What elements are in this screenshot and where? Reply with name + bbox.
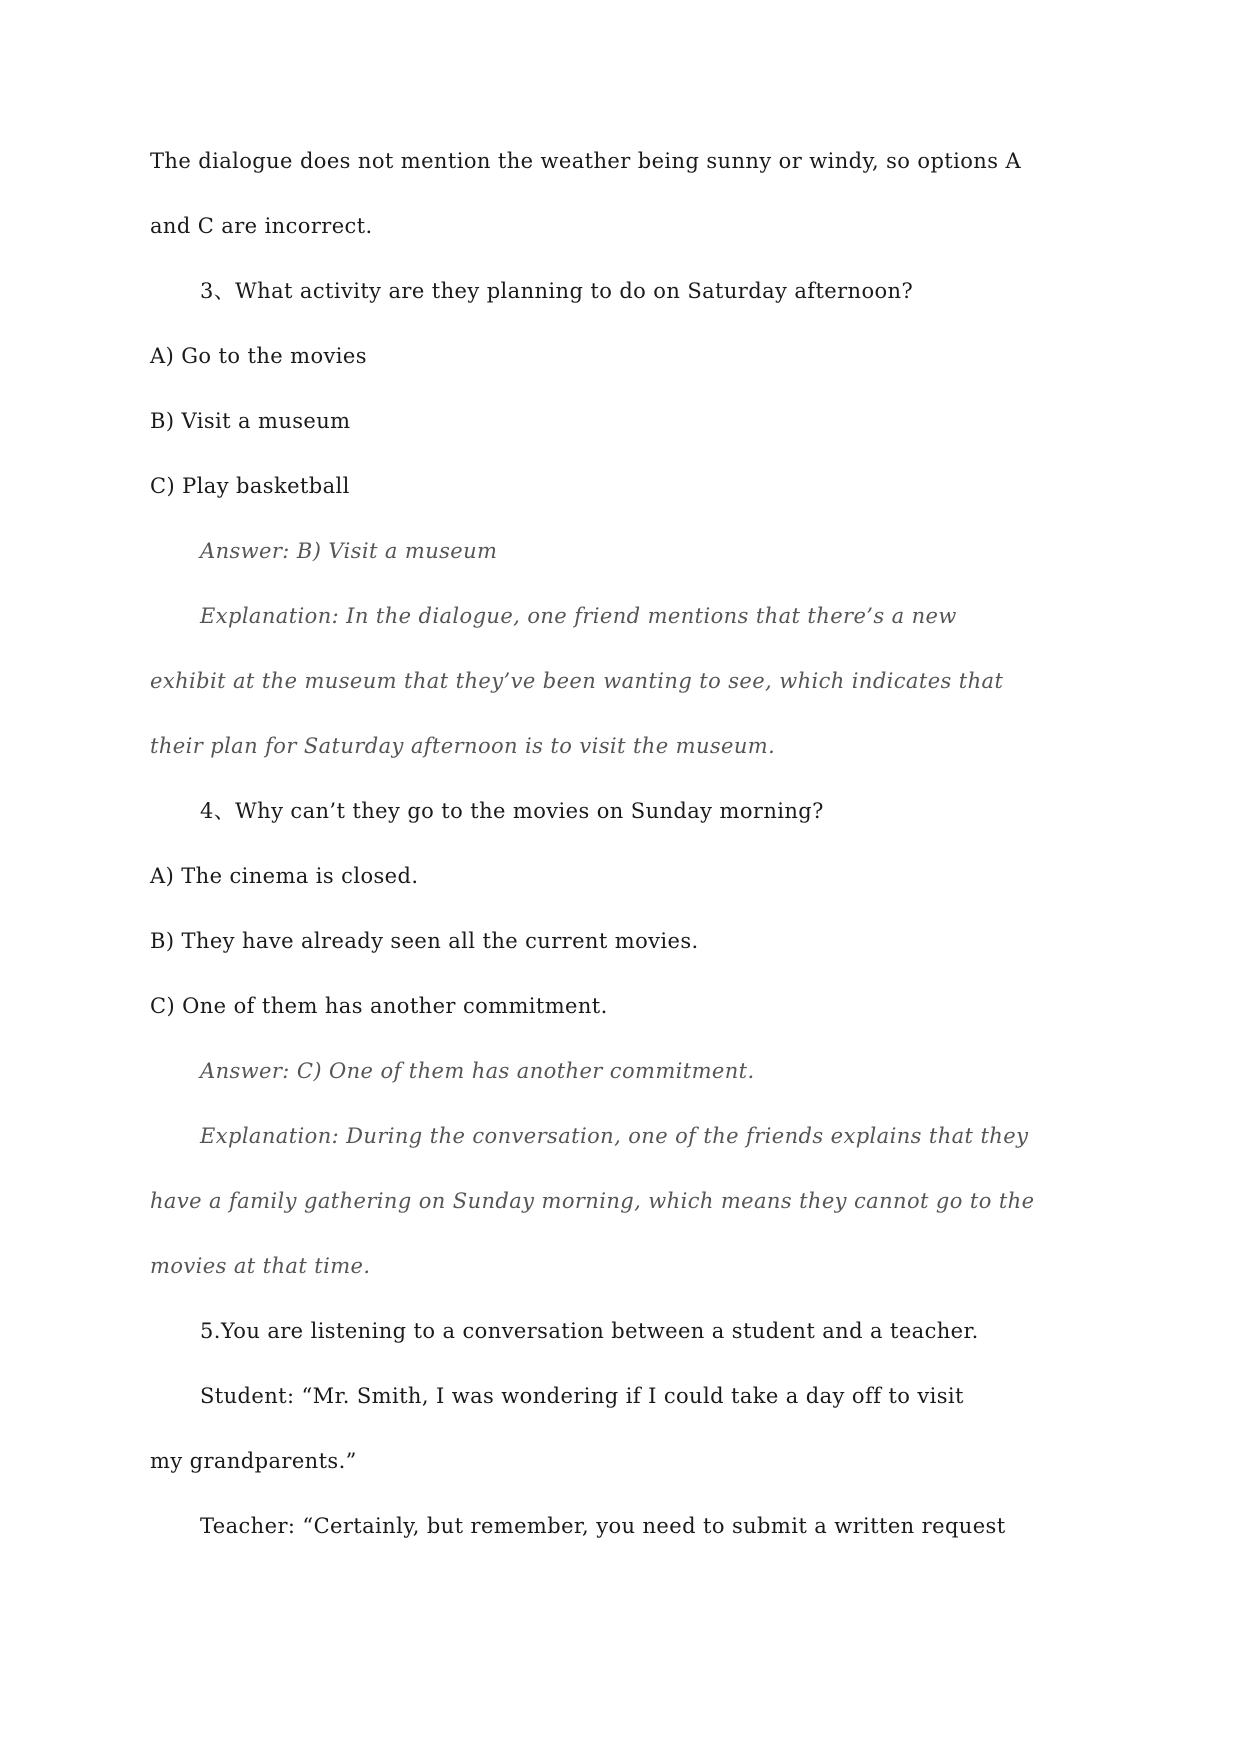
explanation-4-line: movies at that time. — [150, 1254, 371, 1278]
dialogue-student: Student: “Mr. Smith, I was wondering if I could take a day off to visit — [200, 1384, 964, 1408]
text-line: The dialogue does not mention the weather being sunny or windy, so options A — [150, 149, 1022, 173]
question-5: 5.You are listening to a conversation between a student and a teacher. — [200, 1319, 979, 1343]
option-b: B) Visit a museum — [150, 409, 351, 433]
text-line: and C are incorrect. — [150, 214, 373, 238]
option-c: C) Play basketball — [150, 474, 350, 498]
explanation-3-line: exhibit at the museum that they’ve been wanting to see, which indicates that — [150, 669, 1004, 693]
explanation-3-line: their plan for Saturday afternoon is to visit the museum. — [150, 734, 776, 758]
question-3: 3、What activity are they planning to do on Saturday afternoon? — [200, 279, 914, 303]
option-c: C) One of them has another commitment. — [150, 994, 608, 1018]
answer-4: Answer: C) One of them has another commitment. — [200, 1059, 755, 1083]
question-4: 4、Why can’t they go to the movies on Sunday morning? — [200, 799, 824, 823]
explanation-4-line: have a family gathering on Sunday morning, which means they cannot go to the — [150, 1189, 1035, 1213]
dialogue-teacher: Teacher: “Certainly, but remember, you need to submit a written request — [200, 1514, 1006, 1538]
explanation-4: Explanation: During the conversation, one of the friends explains that they — [200, 1124, 1029, 1148]
dialogue-student-line: my grandparents.” — [150, 1449, 357, 1473]
option-a: A) Go to the movies — [150, 344, 367, 368]
option-a: A) The cinema is closed. — [150, 864, 419, 888]
option-b: B) They have already seen all the current movies. — [150, 929, 699, 953]
explanation-3: Explanation: In the dialogue, one friend mentions that there’s a new — [200, 604, 957, 628]
answer-3: Answer: B) Visit a museum — [200, 539, 498, 563]
